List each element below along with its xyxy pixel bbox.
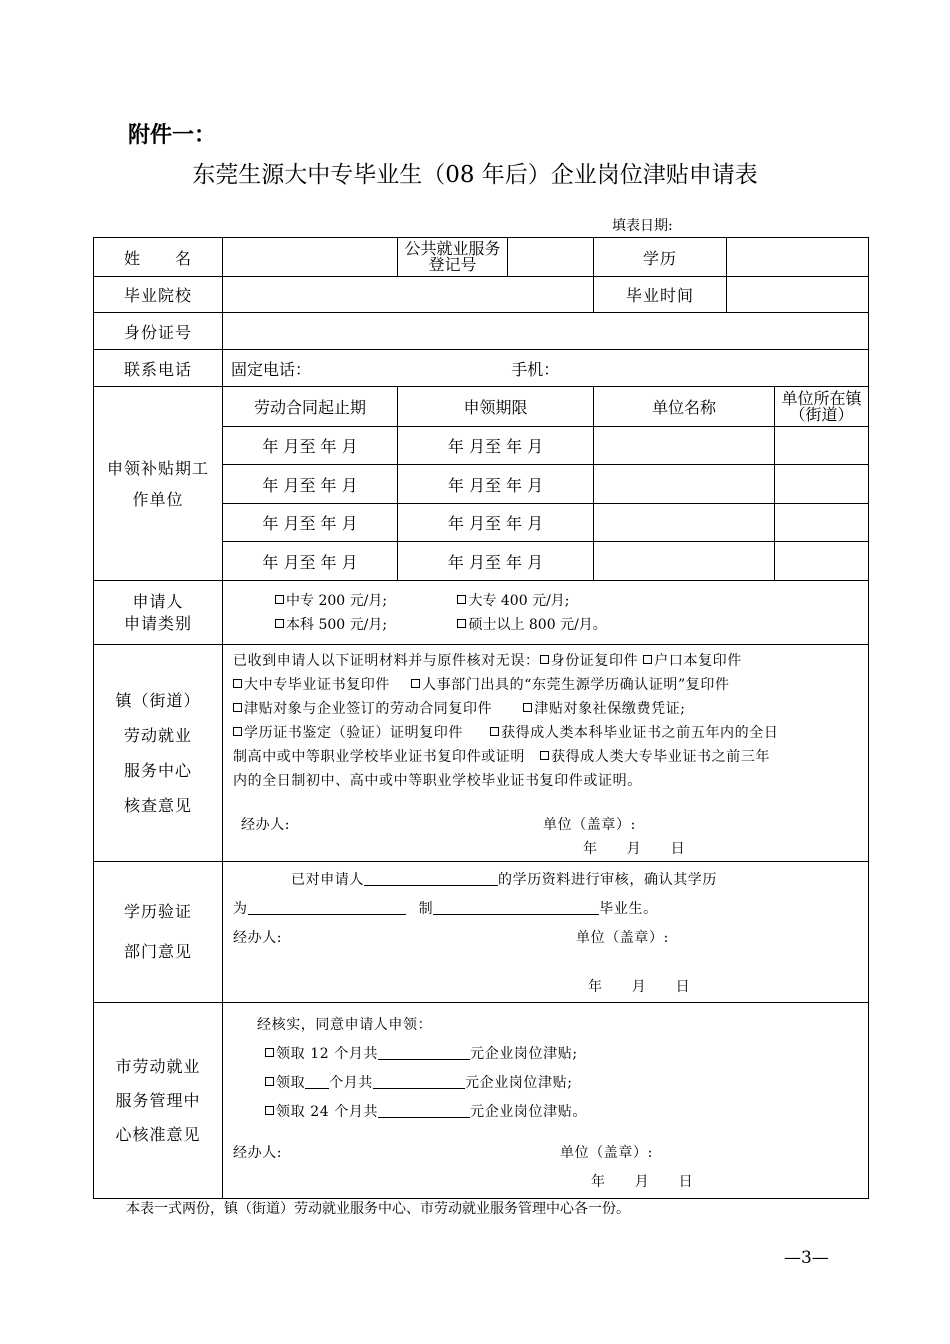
company-town-cell[interactable] xyxy=(775,504,869,542)
fill-date-label: 填表日期: xyxy=(612,218,673,234)
company-town-header: 单位所在镇（街道） xyxy=(775,387,869,427)
edu-seal-label: 单位（盖章）: xyxy=(576,930,669,946)
graduation-time-label: 毕业时间 xyxy=(594,277,727,313)
checkbox-icon[interactable] xyxy=(265,1048,274,1057)
checkbox-icon[interactable] xyxy=(233,727,242,736)
claim-period-cell[interactable]: 年 月至 年 月 xyxy=(398,542,594,581)
option-custom-months[interactable]: 领取 个月共 元企业岗位津贴; xyxy=(233,1069,862,1098)
employment-registration-label: 公共就业服务登记号 xyxy=(398,238,508,277)
checkbox-icon[interactable] xyxy=(457,619,466,628)
applicant-name-blank[interactable] xyxy=(364,871,498,886)
city-review-label: 市劳动就业 服务管理中 心核准意见 xyxy=(94,1003,223,1199)
amount-24-blank[interactable] xyxy=(378,1103,470,1118)
checkbox-icon[interactable] xyxy=(540,751,549,760)
claim-period-cell[interactable]: 年 月至 年 月 xyxy=(398,504,594,542)
town-handler-label: 经办人: xyxy=(241,817,291,833)
checkbox-icon[interactable] xyxy=(523,703,532,712)
option-junior-college[interactable]: 大专 400 元/月; xyxy=(457,593,569,609)
city-review-content xyxy=(223,1003,869,1199)
edu-review-content: 已对申请人 的学历资料进行审核，确认其学历 为 制 毕业生。 经办人: 单位（盖章）: 年 月 日 xyxy=(223,862,869,1003)
work-unit-label: 申领补贴期工作单位 xyxy=(94,387,223,581)
education-field[interactable] xyxy=(727,238,869,277)
edu-date-label: 年 月 日 xyxy=(588,979,691,995)
contract-period-cell[interactable]: 年 月至 年 月 xyxy=(223,542,398,581)
claim-period-cell[interactable]: 年 月至 年 月 xyxy=(398,465,594,504)
contract-period-cell[interactable]: 年 月至 年 月 xyxy=(223,465,398,504)
company-name-cell[interactable] xyxy=(594,542,775,581)
attachment-heading: 附件一： xyxy=(128,123,217,148)
contract-period-header: 劳动合同起止期 xyxy=(223,387,398,427)
city-seal-label: 单位（盖章）: xyxy=(560,1145,653,1161)
town-review-content: 已收到申请人以下证明材料并与原件核对无误： 身份证复印件 户口本复印件 大中专毕业证书复印件 人事部门出具的“东莞生源学历确认证明”复印件 津贴对象与企业签订的劳动合同复印件 津贴对象社保缴费凭证; 学历证书鉴定（验证）证明复印件 获得成人类本科毕业证书之前五年内的全日 制高中或中等职业学校毕业证书复印件或证明 获得成人类大专毕业证书之前三年 内的全日制初中、高中或中等职业学校毕业证书复印件或证明。 经办人: 单位（盖章）: 年 月 日 xyxy=(223,645,869,862)
checkbox-icon[interactable] xyxy=(233,679,242,688)
checkbox-icon[interactable] xyxy=(490,727,499,736)
phone-label: 联系电话 xyxy=(94,350,223,387)
checkbox-icon[interactable] xyxy=(265,1106,274,1115)
town-seal-label: 单位（盖章）: xyxy=(543,817,636,833)
page-number: —3— xyxy=(784,1248,829,1268)
checkbox-icon[interactable] xyxy=(457,595,466,604)
company-town-cell[interactable] xyxy=(775,427,869,465)
company-town-cell[interactable] xyxy=(775,542,869,581)
edu-handler-label: 经办人: xyxy=(233,930,283,946)
checkbox-icon[interactable] xyxy=(540,655,549,664)
option-master-above[interactable]: 硕士以上 800 元/月。 xyxy=(457,617,606,633)
name-label: 姓 名 xyxy=(94,238,223,277)
id-number-field[interactable] xyxy=(223,313,869,350)
city-approval-intro: 经核实，同意申请人申领： xyxy=(257,1017,433,1033)
contract-period-cell[interactable]: 年 月至 年 月 xyxy=(223,427,398,465)
education-label: 学历 xyxy=(594,238,727,277)
footer-note: 本表一式两份，镇（街道）劳动就业服务中心、市劳动就业服务管理中心各一份。 xyxy=(126,1201,630,1217)
company-name-header: 单位名称 xyxy=(594,387,775,427)
education-system-blank[interactable] xyxy=(433,900,599,915)
company-name-cell[interactable] xyxy=(594,427,775,465)
checkbox-icon[interactable] xyxy=(265,1077,274,1086)
fixed-phone-label: 固定电话： xyxy=(231,359,312,379)
claim-period-header: 申领期限 xyxy=(398,387,594,427)
claim-period-cell[interactable]: 年 月至 年 月 xyxy=(398,427,594,465)
company-name-cell[interactable] xyxy=(594,504,775,542)
phone-field[interactable] xyxy=(223,350,869,387)
months-blank[interactable] xyxy=(305,1074,329,1089)
option-12-months[interactable]: 领取 12 个月共 元企业岗位津贴; xyxy=(233,1040,862,1069)
graduation-time-field[interactable] xyxy=(727,277,869,313)
checkbox-icon[interactable] xyxy=(643,655,652,664)
applicant-category-label: 申请人 申请类别 xyxy=(94,581,223,645)
application-form-table xyxy=(93,237,869,1199)
education-level-blank[interactable] xyxy=(248,900,406,915)
school-field[interactable] xyxy=(223,277,594,313)
checkbox-icon[interactable] xyxy=(275,619,284,628)
amount-12-blank[interactable] xyxy=(378,1045,470,1060)
registration-number-field[interactable] xyxy=(508,238,594,277)
option-24-months[interactable]: 领取 24 个月共 元企业岗位津贴。 xyxy=(233,1098,862,1127)
edu-review-label: 学历验证 部门意见 xyxy=(94,862,223,1003)
company-name-cell[interactable] xyxy=(594,465,775,504)
form-title: 东莞生源大中专毕业生（08 年后）企业岗位津贴申请表 xyxy=(192,162,758,188)
checkbox-icon[interactable] xyxy=(411,679,420,688)
name-field[interactable] xyxy=(223,238,398,277)
applicant-category-options xyxy=(223,581,869,645)
town-review-label: 镇（街道） 劳动就业 服务中心 核查意见 xyxy=(94,645,223,862)
school-label: 毕业院校 xyxy=(94,277,223,313)
amount-custom-blank[interactable] xyxy=(373,1074,465,1089)
company-town-cell[interactable] xyxy=(775,465,869,504)
checkbox-icon[interactable] xyxy=(233,703,242,712)
city-date-label: 年 月 日 xyxy=(591,1174,694,1190)
city-handler-label: 经办人: xyxy=(233,1145,283,1161)
id-number-label: 身份证号 xyxy=(94,313,223,350)
mobile-phone-label: 手机： xyxy=(511,359,560,379)
option-technical-secondary[interactable]: 中专 200 元/月; xyxy=(275,589,453,613)
checkbox-icon[interactable] xyxy=(275,595,284,604)
town-date-label: 年 月 日 xyxy=(583,841,686,857)
contract-period-cell[interactable]: 年 月至 年 月 xyxy=(223,504,398,542)
option-bachelor[interactable]: 本科 500 元/月; xyxy=(275,613,453,637)
